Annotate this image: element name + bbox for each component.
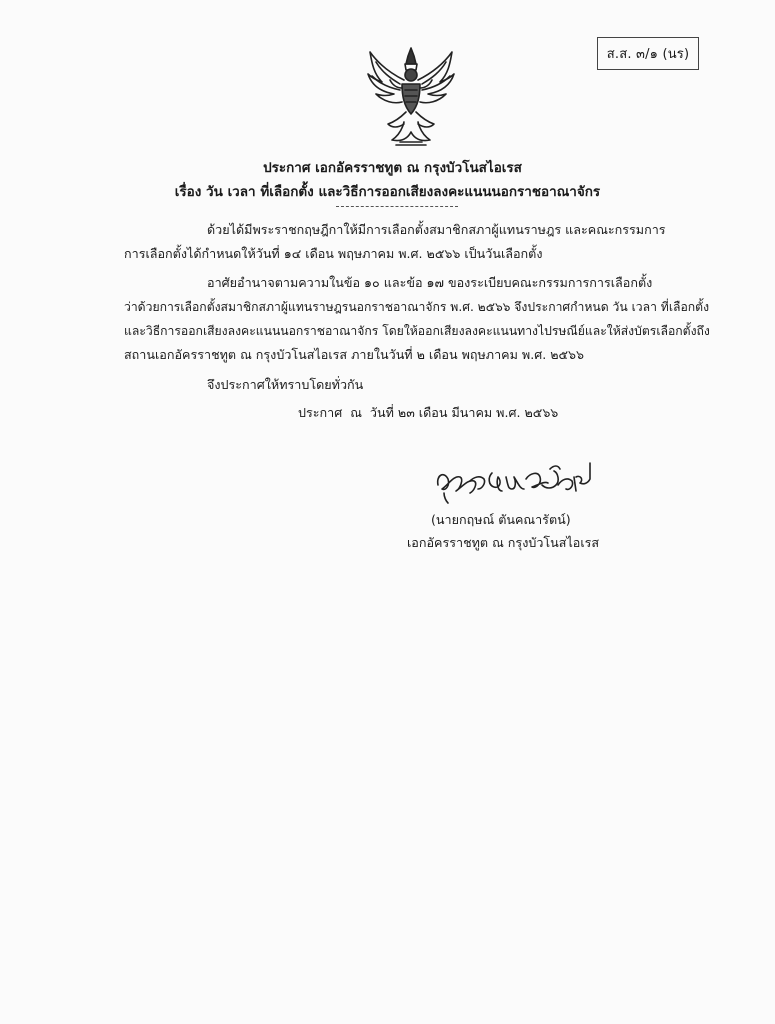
paragraph2-line1: อาศัยอำนาจตามความในข้อ ๑๐ และข้อ ๑๗ ของระเบียบคณะกรรมการการเลือกตั้ง bbox=[207, 275, 653, 290]
paragraph2-line3: และวิธีการออกเสียงลงคะแนนนอกราชอาณาจักร โดยให้ออกเสียงลงคะแนนทางไปรษณีย์และให้ส่งบัตรเลือกตั้งถึง bbox=[124, 324, 710, 338]
paragraph1-line1: ด้วยได้มีพระราชกฤษฎีกาให้มีการเลือกตั้งสมาชิกสภาผู้แทนราษฎร และคณะกรรมการ bbox=[207, 222, 666, 237]
signature-mark bbox=[430, 455, 605, 510]
form-code: ส.ส. ๓/๑ (นร) bbox=[606, 47, 690, 62]
paragraph1-line2: การเลือกตั้งได้กำหนดให้วันที่ ๑๔ เดือน พฤษภาคม พ.ศ. ๒๕๖๖ เป็นวันเลือกตั้ง bbox=[124, 246, 543, 261]
signatory-title: เอกอัครราชทูต ณ กรุงบัวโนสไอเรส bbox=[407, 535, 600, 550]
paragraph2-line2: ว่าด้วยการเลือกตั้งสมาชิกสภาผู้แทนราษฎรนอกราชอาณาจักร พ.ศ. ๒๕๖๖ จึงประกาศกำหนด วัน เวลา ที่เลือกตั้ง bbox=[124, 300, 710, 314]
paragraph2-line4: สถานเอกอัครราชทูต ณ กรุงบัวโนสไอเรส ภายในวันที่ ๒ เดือน พฤษภาคม พ.ศ. ๒๕๖๖ bbox=[124, 347, 585, 362]
announcement-subject: เรื่อง วัน เวลา ที่เลือกตั้ง และวิธีการออกเสียงลงคะแนนนอกราชอาณาจักร bbox=[174, 184, 601, 200]
closing-statement: จึงประกาศให้ทราบโดยทั่วกัน bbox=[207, 377, 364, 392]
signatory-name: (นายกฤษณ์ ตันคณารัตน์) bbox=[431, 512, 571, 527]
announcement-date: ประกาศ ณ วันที่ ๒๓ เดือน มีนาคม พ.ศ. ๒๕๖๖ bbox=[298, 405, 559, 420]
garuda-emblem-icon bbox=[362, 44, 460, 148]
announcement-title: ประกาศ เอกอัครราชทูต ณ กรุงบัวโนสไอเรส bbox=[263, 160, 522, 176]
title-divider bbox=[336, 206, 458, 207]
form-code-box bbox=[597, 37, 699, 70]
